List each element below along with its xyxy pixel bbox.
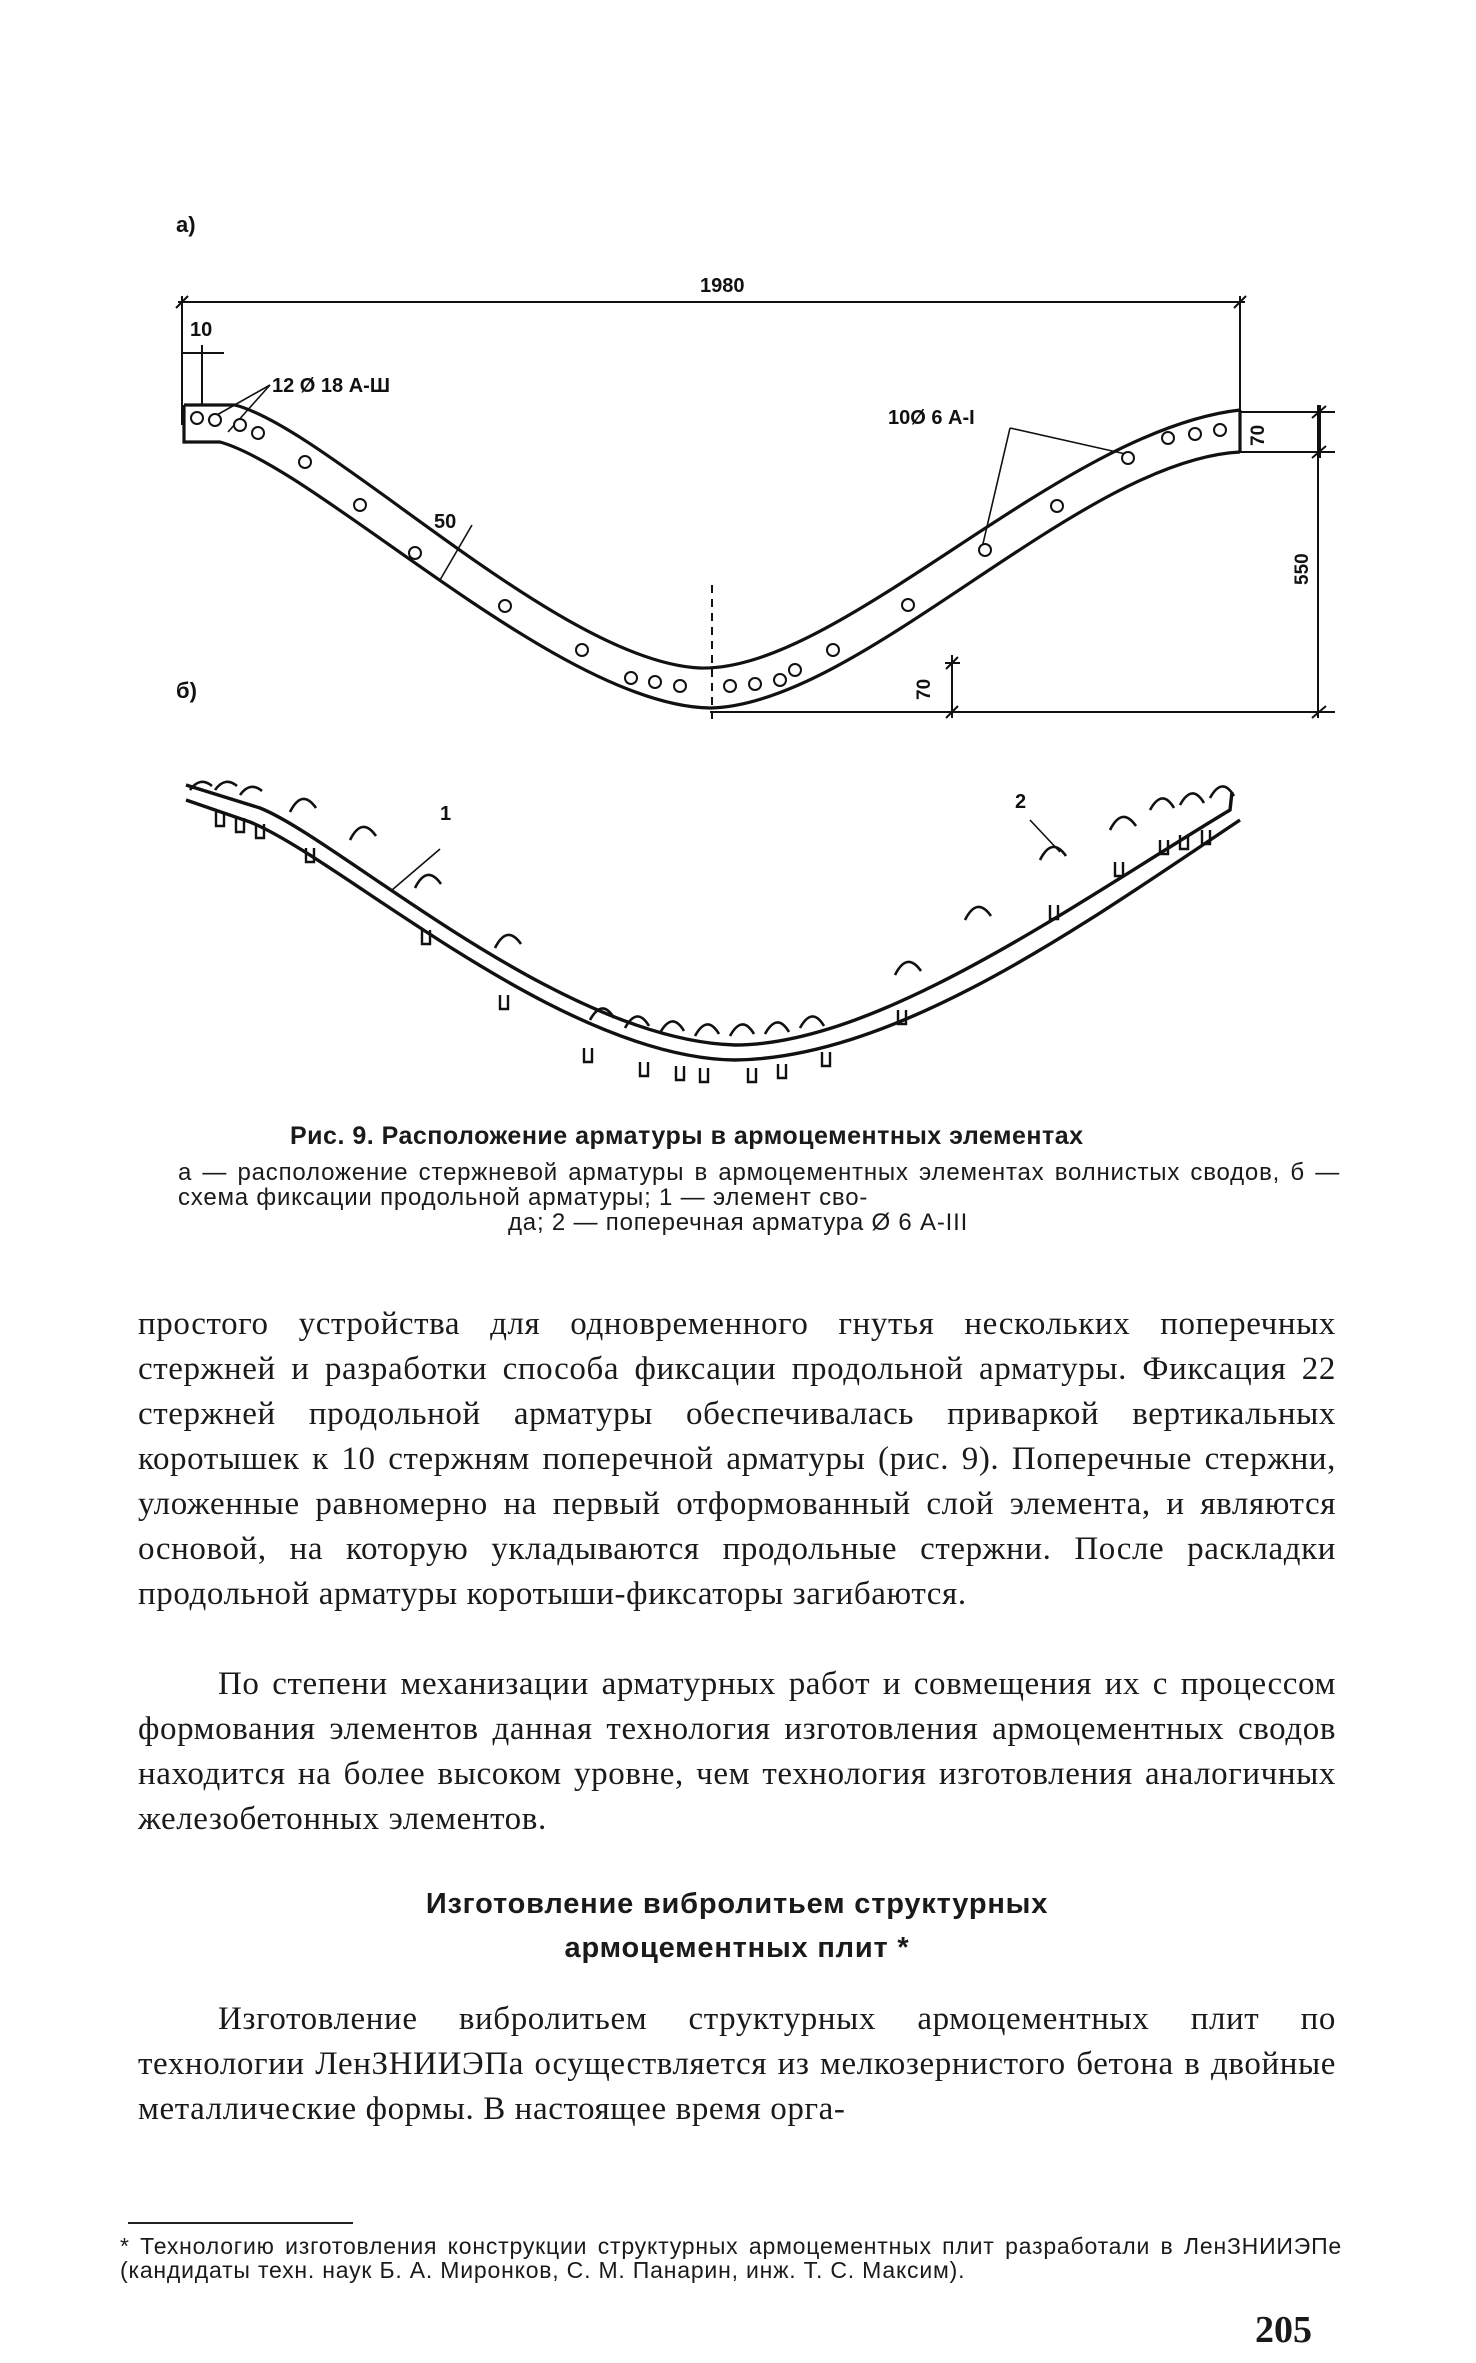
paragraph-1-text: простого устройства для одновременного гнутья нескольких поперечных стержней и разработки способа фиксации продольной арматуры. Фиксация 22 стержней продольной арматуры обеспечивалась приваркой вертикальных коротышек к 10 стержням поперечной арматуры (рис. 9). Поперечные стержни, уложенные равномерно на первый отформованный слой элемента, и являются основой, на которую укладываются продольные стержни. После раскладки продольной арматуры коротыши-фиксаторы загибаются.: [138, 1306, 1336, 1612]
figure-caption-body: [178, 1160, 1340, 1235]
fixing-hooks: [190, 782, 1234, 1036]
section-heading-line-1: Изготовление вибролитьем структурных: [425, 1888, 1049, 1920]
panel-b-label: б): [176, 678, 197, 703]
dim-end-offset: 10: [190, 319, 213, 341]
fixing-stubs: [216, 812, 1210, 1082]
footnote-rule: [128, 2222, 353, 2224]
page-number: 205: [1255, 2309, 1312, 2351]
callout-2: 2: [1015, 791, 1027, 813]
leader-lines: [208, 385, 1130, 890]
dim-total-width: 1980: [700, 275, 745, 297]
paragraph-3-text: Изготовление вибролитьем структурных армоцементных плит по технологии ЛенЗНИИЭПа осуществляется из мелкозернистого бетона в двойные металлические формы. В настоящее время орга-: [138, 2001, 1336, 2127]
dim-end-height: 70: [1248, 424, 1269, 446]
figure-9: [0, 0, 1476, 1120]
rebar-circles: [191, 412, 1226, 692]
section-heading: [138, 1882, 1336, 1970]
figure-caption-title: Рис. 9. Расположение арматуры в армоцементных элементах: [290, 1122, 1084, 1150]
caption-body-last-line: да; 2 — поперечная арматура Ø 6 А-III: [508, 1209, 969, 1236]
callout-1: 1: [440, 803, 452, 825]
paragraph-1: [138, 1302, 1336, 1617]
dimension-ticks: [176, 296, 1326, 718]
section-heading-line-2: армоцементных плит *: [564, 1932, 910, 1964]
paragraph-3: [138, 1997, 1336, 2132]
paragraph-2-text: По степени механизации арматурных работ и совмещения их с процессом формования элементов данная технология изготовления армоцементных сводов находится на более высоком уровне, чем технология изготовления аналогичных железобетонных элементов.: [138, 1666, 1336, 1837]
dim-wall-thickness: 50: [434, 511, 457, 533]
label-longitudinal-rebar: 12 Ø 18 А-Ш: [272, 375, 390, 397]
dim-mid-height: 70: [914, 678, 935, 700]
caption-body-text: а — расположение стержневой арматуры в армоцементных элементах волнистых сводов, б — схема фиксации продольной арматуры; 1 — элемент сво-: [178, 1159, 1340, 1211]
label-transverse-rebar: 10Ø 6 А-I: [888, 407, 975, 429]
fixing-scheme-element: [186, 785, 1240, 1060]
footnote: * Технологию изготовления конструкции структурных армоцементных плит разработали в ЛенЗНИИЭПе (кандидаты техн. наук Б. А. Миронков, С. М. Панарин, инж. Т. С. Максим).: [120, 2233, 1342, 2283]
paragraph-2: [138, 1662, 1336, 1842]
panel-a-label: a): [176, 212, 196, 237]
dim-total-height: 550: [1292, 553, 1313, 585]
